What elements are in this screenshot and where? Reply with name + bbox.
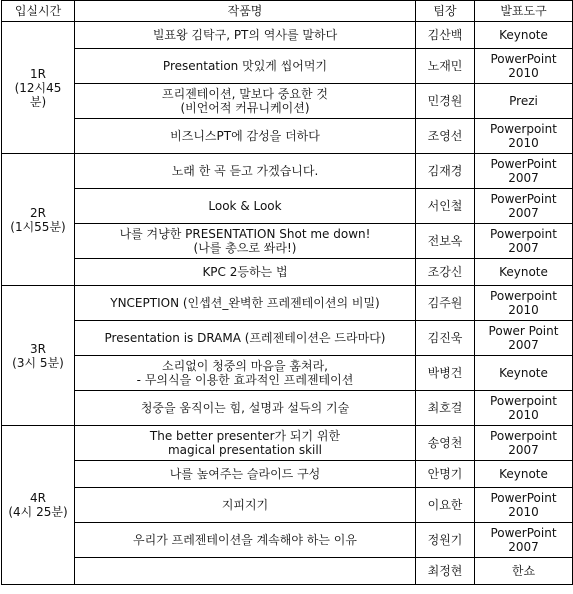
tool-cell: [475, 189, 573, 224]
table-row: [2, 286, 573, 321]
tool-cell: [475, 259, 573, 286]
cell-line: 2007: [508, 443, 539, 457]
cell-line: (3시 5분): [12, 355, 64, 370]
table-row: [2, 224, 573, 259]
cell-line: 4R: [30, 491, 46, 505]
leader-cell: 노재민: [416, 49, 475, 84]
schedule-table: [1, 0, 573, 585]
table-row: [2, 461, 573, 488]
tool-cell: [475, 49, 573, 84]
cell-line: 소리없이 청중의 마음을 훔쳐라,: [162, 359, 328, 373]
leader-cell: 서인철: [416, 189, 475, 224]
cell-line: Keynote: [499, 467, 548, 481]
cell-line: Powerpoint: [490, 429, 557, 443]
cell-line: 1R: [30, 66, 46, 81]
cell-line: Keynote: [499, 366, 548, 380]
cell-line: 우리가 프레젠테이션을 계속해야 하는 이유: [133, 533, 357, 547]
cell-line: 나를 겨냥한 PRESENTATION Shot me down!: [119, 227, 371, 241]
leader-cell: 송영천: [416, 426, 475, 461]
table-row: [2, 259, 573, 286]
cell-line: 2010: [508, 505, 539, 519]
tool-cell: [475, 356, 573, 391]
cell-line: 2007: [508, 338, 539, 352]
leader-cell: 박병건: [416, 356, 475, 391]
cell-line: magical presentation skill: [167, 443, 323, 457]
cell-line: 2007: [508, 241, 539, 255]
cell-line: Power Point: [488, 324, 559, 338]
cell-line: 비즈니스PT에 감성을 더하다: [170, 129, 320, 143]
tool-cell: [475, 119, 573, 154]
title-cell: [75, 391, 416, 426]
tool-cell: [475, 321, 573, 356]
cell-line: YNCEPTION (인셉션_완벽한 프레젠테이션의 비밀): [110, 296, 380, 310]
cell-line: - 무의식을 이용한 효과적인 프레젠테이션: [136, 373, 354, 387]
table-row: [2, 119, 573, 154]
cell-line: 노래 한 곡 듣고 가겠습니다.: [171, 164, 319, 178]
cell-line: 지피지기: [221, 498, 269, 512]
leader-cell: 조강신: [416, 259, 475, 286]
table-row: [2, 558, 573, 585]
table-row: [2, 523, 573, 558]
table-row: [2, 391, 573, 426]
header-title: 작품명: [75, 1, 416, 22]
cell-line: (나를 총으로 쏴라!): [193, 241, 297, 255]
cell-line: PowerPoint: [490, 52, 557, 66]
table-row: [2, 154, 573, 189]
cell-line: Powerpoint: [490, 394, 557, 408]
cell-line: PowerPoint: [490, 526, 557, 540]
cell-line: Look & Look: [208, 199, 282, 213]
title-cell: [75, 356, 416, 391]
tool-cell: [475, 22, 573, 49]
cell-line: (비언어적 커뮤니케이션): [180, 101, 310, 115]
cell-line: 2007: [508, 540, 539, 554]
table-row: [2, 426, 573, 461]
cell-line: Keynote: [499, 265, 548, 279]
cell-line: 청중을 움직이는 힘, 설명과 설득의 기술: [140, 401, 350, 415]
cell-line: (4시 25분): [8, 505, 68, 519]
leader-cell: 김재경: [416, 154, 475, 189]
header-leader: 팀장: [416, 1, 475, 22]
table-row: [2, 49, 573, 84]
table-row: [2, 488, 573, 523]
tool-cell: [475, 224, 573, 259]
cell-line: 프리젠테이션, 말보다 중요한 것: [162, 87, 328, 101]
round-time-cell: [2, 426, 75, 585]
cell-line: 분): [29, 94, 47, 109]
title-cell: [75, 488, 416, 523]
cell-line: Presentation is DRAMA (프레젠테이션은 드라마다): [104, 331, 386, 345]
cell-line: 2010: [508, 408, 539, 422]
cell-line: 2010: [508, 136, 539, 150]
cell-line: Powerpoint: [490, 122, 557, 136]
leader-cell: 김주원: [416, 286, 475, 321]
table-row: [2, 356, 573, 391]
header-row: [2, 1, 573, 22]
title-cell: [75, 119, 416, 154]
title-cell: [75, 286, 416, 321]
tool-cell: [475, 154, 573, 189]
round-time-cell: [2, 286, 75, 426]
leader-cell: 민경원: [416, 84, 475, 119]
leader-cell: 김산백: [416, 22, 475, 49]
tool-cell: [475, 391, 573, 426]
table-row: [2, 22, 573, 49]
title-cell: [75, 224, 416, 259]
tool-cell: [475, 488, 573, 523]
cell-line: 2007: [508, 171, 539, 185]
cell-line: 2010: [508, 66, 539, 80]
table-row: [2, 189, 573, 224]
leader-cell: 최정현: [416, 558, 475, 585]
title-cell: [75, 49, 416, 84]
title-cell: [75, 154, 416, 189]
cell-line: PowerPoint: [490, 157, 557, 171]
cell-line: (12시45: [14, 80, 62, 95]
cell-line: PowerPoint: [490, 491, 557, 505]
cell-line: The better presenter가 되기 위한: [149, 429, 341, 443]
tool-cell: [475, 286, 573, 321]
title-cell: [75, 259, 416, 286]
round-time-cell: [2, 154, 75, 286]
tool-cell: [475, 461, 573, 488]
cell-line: 2010: [508, 303, 539, 317]
table-body: [2, 22, 573, 585]
cell-line: 빌표왕 김탁구, PT의 역사를 말하다: [152, 28, 338, 42]
cell-line: KPC 2등하는 법: [202, 265, 288, 279]
title-cell: [75, 426, 416, 461]
title-cell: [75, 22, 416, 49]
cell-line: 2R: [30, 205, 46, 220]
cell-line: Powerpoint: [490, 289, 557, 303]
title-cell: [75, 321, 416, 356]
cell-line: 3R: [30, 341, 46, 356]
leader-cell: 안명기: [416, 461, 475, 488]
cell-line: 한쇼: [511, 564, 536, 578]
cell-line: 2007: [508, 206, 539, 220]
cell-line: (1시55분): [10, 219, 66, 234]
leader-cell: 정원기: [416, 523, 475, 558]
tool-cell: [475, 558, 573, 585]
title-cell: [75, 189, 416, 224]
cell-line: PowerPoint: [490, 192, 557, 206]
round-time-cell: [2, 22, 75, 154]
header-tool: 발표도구: [475, 1, 573, 22]
table-row: [2, 321, 573, 356]
cell-line: Powerpoint: [490, 227, 557, 241]
cell-line: Presentation 맛있게 씹어먹기: [162, 59, 328, 73]
leader-cell: 전보옥: [416, 224, 475, 259]
tool-cell: [475, 84, 573, 119]
title-cell: [75, 558, 416, 585]
tool-cell: [475, 426, 573, 461]
cell-line: 나를 높여주는 슬라이드 구성: [169, 467, 321, 481]
title-cell: [75, 84, 416, 119]
leader-cell: 이요한: [416, 488, 475, 523]
title-cell: [75, 461, 416, 488]
leader-cell: 최호걸: [416, 391, 475, 426]
table-row: [2, 84, 573, 119]
leader-cell: 김진욱: [416, 321, 475, 356]
tool-cell: [475, 523, 573, 558]
cell-line: Prezi: [509, 94, 538, 108]
title-cell: [75, 523, 416, 558]
leader-cell: 조영선: [416, 119, 475, 154]
header-time: 입실시간: [2, 1, 75, 22]
cell-line: Keynote: [499, 28, 548, 42]
